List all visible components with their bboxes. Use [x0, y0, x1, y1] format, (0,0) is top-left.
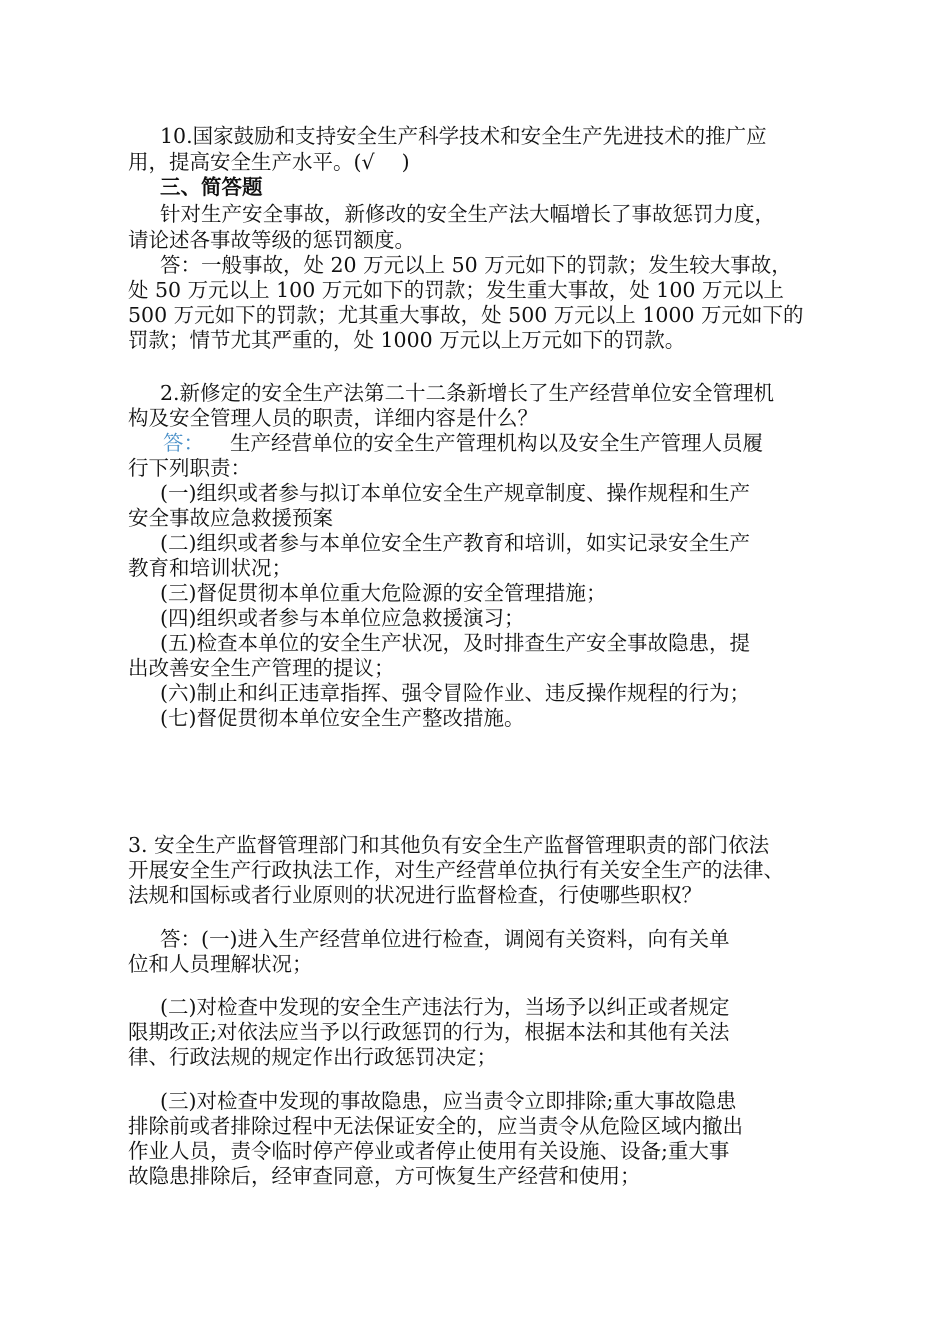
q2-item-2-line-2: 教育和培训状况；: [128, 556, 292, 580]
q3-answer-1-line-1: 答：(一)进入生产经营单位进行检查，调阅有关资料，向有关单: [160, 927, 730, 951]
q3-answer-1-line-2: 位和人员理解状况；: [128, 952, 313, 976]
q2-item-1-line-2: 安全事故应急救援预案: [128, 506, 333, 530]
q2-item-7: (七)督促贯彻本单位安全生产整改措施。: [160, 706, 525, 730]
q3-answer-3-line-4: 故隐患排除后，经审查同意，方可恢复生产经营和使用；: [128, 1164, 641, 1188]
q2-item-2-line-1: (二)组织或者参与本单位安全生产教育和培训，如实记录安全生产: [160, 531, 750, 555]
q2-item-5-line-2: 出改善安全生产管理的提议；: [128, 656, 395, 680]
q1-answer-line-3: 500 万元如下的罚款；尤其重大事故，处 500 万元以上 1000 万元如下的: [128, 303, 804, 327]
q2-answer-line-1: 生产经营单位的安全生产管理机构以及安全生产管理人员履: [230, 431, 763, 455]
q3-answer-3-line-3: 作业人员，责令临时停产停业或者停止使用有关设施、设备;重大事: [128, 1139, 730, 1163]
q1-answer-line-4: 罚款；情节尤其严重的，处 1000 万元以上万元如下的罚款。: [128, 328, 686, 352]
q3-answer-3-line-1: (三)对检查中发现的事故隐患，应当责令立即排除;重大事故隐患: [160, 1089, 737, 1113]
q3-answer-2-line-2: 限期改正;对依法应当予以行政惩罚的行为，根据本法和其他有关法: [128, 1020, 730, 1044]
q2-answer-line-2: 行下列职责：: [128, 456, 251, 480]
q2-line-2: 构及安全管理人员的职责，详细内容是什么？: [128, 406, 538, 430]
q3-line-3: 法规和国标或者行业原则的状况进行监督检查，行使哪些职权？: [128, 883, 702, 907]
q2-line-1: 2.新修定的安全生产法第二十二条新增长了生产经营单位安全管理机: [160, 381, 775, 405]
q1-answer-line-2: 处 50 万元以上 100 万元如下的罚款；发生重大事故，处 100 万元以上: [128, 278, 784, 302]
section-heading: 三、简答题: [160, 175, 263, 199]
q1-line-1: 针对生产安全事故，新修改的安全生产法大幅增长了事故惩罚力度，: [160, 202, 775, 226]
q3-answer-3-line-2: 排除前或者排除过程中无法保证安全的，应当责令从危险区域内撤出: [128, 1114, 743, 1138]
q2-item-6: (六)制止和纠正违章指挥、强令冒险作业、违反操作规程的行为；: [160, 681, 750, 705]
q3-line-2: 开展安全生产行政执法工作，对生产经营单位执行有关安全生产的法律、: [128, 858, 784, 882]
q2-item-1-line-1: (一)组织或者参与拟订本单位安全生产规章制度、操作规程和生产: [160, 481, 750, 505]
q2-item-3: (三)督促贯彻本单位重大危险源的安全管理措施；: [160, 581, 607, 605]
q3-answer-2-line-3: 律、行政法规的规定作出行政惩罚决定；: [128, 1045, 497, 1069]
q2-item-5-line-1: (五)检查本单位的安全生产状况，及时排查生产安全事故隐患，提: [160, 631, 750, 655]
q3-line-1: 3. 安全生产监督管理部门和其他负有安全生产监督管理职责的部门依法: [128, 833, 770, 857]
q1-line-2: 请论述各事故等级的惩罚额度。: [128, 228, 415, 252]
q3-answer-2-line-1: (二)对检查中发现的安全生产违法行为，当场予以纠正或者规定: [160, 995, 730, 1019]
q2-item-4: (四)组织或者参与本单位应急救援演习；: [160, 606, 525, 630]
q1-answer-line-1: 答：一般事故，处 20 万元以上 50 万元如下的罚款；发生较大事故，: [160, 253, 792, 277]
q10-line-1: 10.国家鼓励和支持安全生产科学技术和安全生产先进技术的推广应: [160, 124, 767, 148]
q10-line-2: 用，提高安全生产水平。(√ ): [128, 150, 410, 174]
q2-answer-label: 答：: [163, 431, 204, 455]
